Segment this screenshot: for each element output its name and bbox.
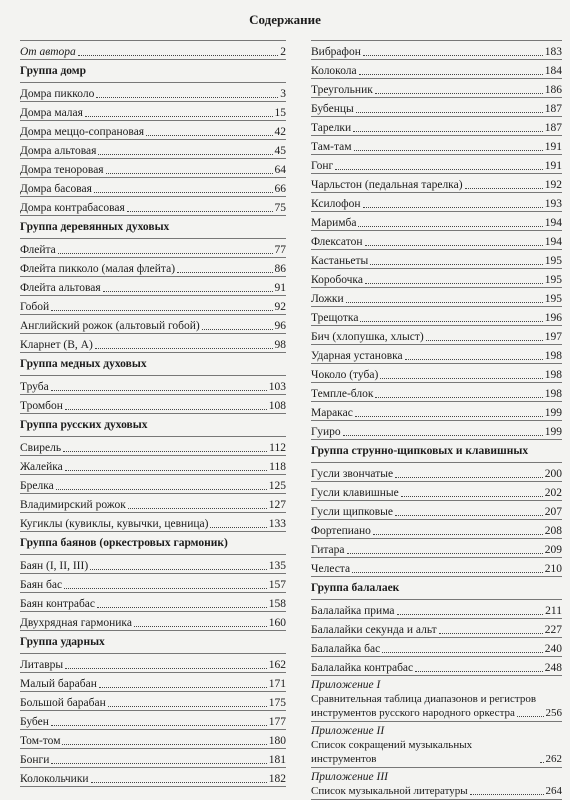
entry-page-number: 191 [544, 141, 562, 153]
dot-leader [65, 470, 267, 471]
entry-label: Флейта альтовая [20, 282, 101, 294]
entry-page-number: 64 [274, 164, 286, 176]
entry-label: Балалайка бас [311, 643, 381, 655]
toc-entry[interactable] [311, 619, 562, 638]
dot-leader [365, 245, 543, 246]
appendix-block [311, 678, 562, 722]
entry-page-number: 209 [544, 544, 562, 556]
entry-label: Челеста [311, 563, 351, 575]
entry-page-number: 127 [268, 499, 286, 511]
entry-label: Баян (I, II, III) [20, 560, 89, 572]
toc-entry[interactable] [311, 41, 562, 60]
toc-entry[interactable] [311, 326, 562, 345]
entry-label: Флейта [20, 244, 56, 256]
entry-label: Колокола [311, 65, 357, 77]
entry-page-number: 198 [544, 369, 562, 381]
dot-leader [106, 173, 273, 174]
appendix-line: Список сокращений музыкальных инструментов [311, 739, 473, 765]
toc-entry[interactable] [311, 364, 562, 383]
entry-page-number: 183 [544, 46, 562, 58]
entry-page-number: 192 [544, 179, 562, 191]
entry-page-number: 198 [544, 388, 562, 400]
entry-label: Фортепиано [311, 525, 371, 537]
toc-entry[interactable] [20, 41, 286, 60]
entry-page-number: 42 [274, 126, 286, 138]
left-column [20, 40, 286, 787]
dot-leader [58, 253, 273, 254]
toc-group [311, 444, 562, 577]
toc-entry[interactable] [311, 501, 562, 520]
entry-page-number: 207 [544, 506, 562, 518]
entry-label: Домра меццо-сопрановая [20, 126, 145, 138]
appendix-page-number: 264 [545, 785, 562, 797]
entry-page-number: 86 [274, 263, 286, 275]
entry-page-number: 133 [268, 518, 286, 530]
dot-leader [56, 489, 267, 490]
toc-entry[interactable] [311, 539, 562, 558]
dot-leader [375, 397, 542, 398]
entry-page-number: 199 [544, 426, 562, 438]
entry-page-number: 177 [268, 716, 286, 728]
toc-entry[interactable] [311, 558, 562, 577]
toc-entry[interactable] [20, 749, 286, 768]
dot-leader [358, 226, 542, 227]
toc-entry[interactable] [311, 98, 562, 117]
dot-leader [335, 169, 542, 170]
toc-entry[interactable] [20, 654, 286, 673]
entry-label: Домра контрабасовая [20, 202, 125, 214]
entry-page-number: 96 [274, 320, 286, 332]
toc-entry[interactable] [20, 376, 286, 395]
entry-label: Балалайки секунда и альт [311, 624, 437, 636]
entry-page-number: 195 [544, 255, 562, 267]
toc-entry[interactable] [311, 383, 562, 402]
entry-page-number: 162 [268, 659, 286, 671]
right-column [311, 40, 562, 800]
group-title: Группа баянов (оркестровых гармоник) [20, 537, 228, 549]
dot-leader [146, 135, 272, 136]
entry-label: Том-том [20, 735, 61, 747]
appendix-line: инструментов русского народного оркестра [311, 707, 515, 719]
toc-group [20, 64, 286, 216]
toc-entry[interactable] [311, 250, 562, 269]
entry-page-number: 187 [544, 103, 562, 115]
dot-leader [540, 762, 544, 763]
dot-leader [352, 572, 543, 573]
dot-leader [415, 671, 543, 672]
appendix-entry[interactable] [311, 738, 562, 768]
appendix-title: Приложение II [311, 725, 385, 737]
dot-leader [470, 794, 544, 795]
entry-page-number: 240 [544, 643, 562, 655]
entry-page-number: 98 [274, 339, 286, 351]
entry-label: Ксилофон [311, 198, 361, 210]
dot-leader [64, 588, 267, 589]
group-title: Группа русских духовых [20, 419, 148, 431]
toc-entry[interactable] [20, 475, 286, 494]
toc-entry[interactable] [20, 296, 286, 315]
dot-leader [401, 496, 543, 497]
entry-page-number: 211 [545, 605, 562, 617]
entry-label: Темпле-блок [311, 388, 374, 400]
dot-leader [134, 626, 267, 627]
group-title: Группа ударных [20, 636, 105, 648]
toc-entry[interactable] [20, 555, 286, 574]
dot-leader [98, 154, 272, 155]
toc-entry[interactable] [20, 121, 286, 140]
entry-page-number: 45 [274, 145, 286, 157]
dot-leader [78, 55, 278, 56]
entry-label: Бич (хлопушка, хлыст) [311, 331, 424, 343]
dot-leader [355, 416, 543, 417]
entry-label: От автора [20, 46, 76, 58]
dot-leader [91, 782, 267, 783]
toc-entry[interactable] [311, 269, 562, 288]
entry-label: Балалайка контрабас [311, 662, 414, 674]
toc-entry[interactable] [20, 83, 286, 102]
entry-label: Домра теноровая [20, 164, 104, 176]
toc-entry[interactable] [311, 307, 562, 326]
dot-leader [96, 97, 278, 98]
entry-label: Домра альтовая [20, 145, 97, 157]
entry-label: Флексатон [311, 236, 363, 248]
entry-label: Домра малая [20, 107, 83, 119]
toc-group [311, 581, 562, 676]
entry-label: Гитара [311, 544, 345, 556]
appendix-title: Приложение I [311, 679, 381, 691]
entry-page-number: 202 [544, 487, 562, 499]
toc-entry[interactable] [20, 456, 286, 475]
dot-leader [177, 272, 272, 273]
entry-label: Кугиклы (кувиклы, кувычки, цевница) [20, 518, 209, 530]
entry-label: Флейта пикколо (малая флейта) [20, 263, 176, 275]
page-title: Содержание [249, 12, 321, 27]
entry-page-number: 195 [544, 274, 562, 286]
toc-entry[interactable] [311, 345, 562, 364]
appendix-title: Приложение III [311, 771, 388, 783]
group-title: Группа домр [20, 65, 87, 77]
toc-entry[interactable] [311, 463, 562, 482]
toc-entry[interactable] [20, 239, 286, 258]
dot-leader [426, 340, 543, 341]
toc-entry[interactable] [20, 730, 286, 749]
toc-entry[interactable] [20, 437, 286, 456]
dot-leader [346, 302, 543, 303]
toc-entry[interactable] [311, 600, 562, 619]
dot-leader [103, 291, 273, 292]
entry-label: Бубенцы [311, 103, 354, 115]
entry-page-number: 103 [268, 381, 286, 393]
toc-group [20, 40, 286, 60]
toc-entry[interactable] [20, 159, 286, 178]
entry-label: Большой барабан [20, 697, 106, 709]
toc-entry[interactable] [20, 197, 286, 216]
entry-page-number: 227 [544, 624, 562, 636]
entry-page-number: 196 [544, 312, 562, 324]
entry-page-number: 175 [268, 697, 286, 709]
entry-label: Вибрафон [311, 46, 361, 58]
dot-leader [62, 744, 266, 745]
dot-leader [210, 527, 266, 528]
toc-entry[interactable] [20, 768, 286, 787]
entry-label: Гусли звончатые [311, 468, 394, 480]
toc-group [20, 357, 286, 414]
toc-entry[interactable] [311, 657, 562, 676]
entry-page-number: 160 [268, 617, 286, 629]
entry-page-number: 186 [544, 84, 562, 96]
entry-label: Домра пикколо [20, 88, 95, 100]
entry-page-number: 193 [544, 198, 562, 210]
entry-label: Ударная установка [311, 350, 403, 362]
entry-page-number: 198 [544, 350, 562, 362]
dot-leader [63, 451, 267, 452]
dot-leader [51, 390, 267, 391]
entry-label: Домра басовая [20, 183, 92, 195]
entry-label: Там-там [311, 141, 352, 153]
dot-leader [51, 763, 266, 764]
toc-entry[interactable] [311, 212, 562, 231]
dot-leader [363, 207, 543, 208]
entry-page-number: 118 [269, 461, 286, 473]
entry-label: Баян бас [20, 579, 63, 591]
entry-label: Кларнет (В, А) [20, 339, 93, 351]
dot-leader [51, 310, 272, 311]
entry-page-number: 184 [544, 65, 562, 77]
group-title: Группа балалаек [311, 582, 400, 594]
entry-page-number: 108 [268, 400, 286, 412]
dot-leader [51, 725, 267, 726]
entry-label: Балалайка прима [311, 605, 395, 617]
appendix-entry[interactable] [311, 784, 562, 800]
entry-page-number: 181 [268, 754, 286, 766]
toc-entry[interactable] [20, 277, 286, 296]
entry-label: Ложки [311, 293, 344, 305]
entry-label: Баян контрабас [20, 598, 96, 610]
entry-page-number: 171 [268, 678, 286, 690]
entry-page-number: 210 [544, 563, 562, 575]
dot-leader [375, 93, 543, 94]
toc-group [20, 635, 286, 787]
entry-page-number: 92 [274, 301, 286, 313]
appendix-line: Сравнительная таблица диапазонов и регистров [311, 693, 537, 705]
entry-label: Гуиро [311, 426, 341, 438]
toc-entry[interactable] [311, 60, 562, 79]
entry-label: Литавры [20, 659, 64, 671]
appendix-last-line [311, 738, 562, 766]
dot-leader [517, 716, 544, 717]
dot-leader [365, 283, 543, 284]
dot-leader [99, 687, 267, 688]
dot-leader [128, 508, 267, 509]
toc-entry[interactable] [311, 174, 562, 193]
dot-leader [363, 55, 543, 56]
entry-label: Двухрядная гармоника [20, 617, 132, 629]
toc-entry[interactable] [20, 494, 286, 513]
entry-label: Коробочка [311, 274, 363, 286]
toc-entry[interactable] [20, 102, 286, 121]
entry-page-number: 182 [268, 773, 286, 785]
toc-entry[interactable] [20, 574, 286, 593]
dot-leader [108, 706, 267, 707]
toc-entry[interactable] [311, 79, 562, 98]
entry-label: Бонги [20, 754, 50, 766]
entry-label: Маракас [311, 407, 353, 419]
entry-page-number: 91 [274, 282, 286, 294]
group-title: Группа деревянных духовых [20, 221, 170, 233]
entry-page-number: 200 [544, 468, 562, 480]
toc-entry[interactable] [311, 638, 562, 657]
appendix-last-line [311, 706, 562, 720]
entry-label: Гобой [20, 301, 50, 313]
toc-entry[interactable] [311, 136, 562, 155]
toc-entry[interactable] [20, 178, 286, 197]
dot-leader [94, 192, 273, 193]
entry-label: Гонг [311, 160, 334, 172]
dot-leader [382, 652, 543, 653]
entry-page-number: 194 [544, 217, 562, 229]
entry-label: Малый барабан [20, 678, 97, 690]
entry-label: Тарелки [311, 122, 352, 134]
entry-page-number: 3 [280, 88, 286, 100]
dot-leader [397, 614, 544, 615]
entry-page-number: 15 [274, 107, 286, 119]
dot-leader [380, 378, 542, 379]
entry-page-number: 199 [544, 407, 562, 419]
entry-label: Владимирский рожок [20, 499, 126, 511]
entry-page-number: 187 [544, 122, 562, 134]
entry-page-number: 135 [268, 560, 286, 572]
dot-leader [359, 74, 543, 75]
toc-group [20, 418, 286, 532]
group-title: Группа медных духовых [20, 358, 147, 370]
toc-entry[interactable] [20, 140, 286, 159]
dot-leader [65, 409, 267, 410]
entry-label: Колокольчики [20, 773, 89, 785]
entry-page-number: 77 [274, 244, 286, 256]
entry-label: Гусли щипковые [311, 506, 394, 518]
dot-leader [395, 515, 543, 516]
entry-label: Английский рожок (альтовый гобой) [20, 320, 200, 332]
entry-label: Трещотка [311, 312, 359, 324]
appendix-line: Список музыкальной литературы [311, 785, 468, 797]
dot-leader [202, 329, 273, 330]
dot-leader [353, 131, 543, 132]
entry-label: Труба [20, 381, 49, 393]
entry-page-number: 248 [544, 662, 562, 674]
appendices [311, 678, 562, 800]
dot-leader [347, 553, 543, 554]
toc-entry[interactable] [311, 193, 562, 212]
entry-page-number: 125 [268, 480, 286, 492]
appendix-page-number: 262 [545, 753, 562, 765]
dot-leader [85, 116, 273, 117]
toc-entry[interactable] [311, 288, 562, 307]
toc-entry[interactable] [311, 231, 562, 250]
toc-entry[interactable] [20, 612, 286, 631]
toc-entry[interactable] [20, 711, 286, 730]
toc-entry[interactable] [20, 258, 286, 277]
toc-entry[interactable] [20, 513, 286, 532]
toc-group [20, 536, 286, 631]
entry-label: Треугольник [311, 84, 373, 96]
dot-leader [356, 112, 543, 113]
dot-leader [360, 321, 542, 322]
toc-entry[interactable] [20, 334, 286, 353]
toc-entry[interactable] [311, 117, 562, 136]
entry-label: Тромбон [20, 400, 63, 412]
entry-page-number: 208 [544, 525, 562, 537]
appendix-page-number: 256 [545, 707, 562, 719]
entry-page-number: 66 [274, 183, 286, 195]
toc-entry[interactable] [311, 421, 562, 440]
entry-page-number: 195 [544, 293, 562, 305]
dot-leader [97, 607, 267, 608]
entry-page-number: 112 [269, 442, 286, 454]
dot-leader [465, 188, 543, 189]
entry-page-number: 191 [544, 160, 562, 172]
dot-leader [127, 211, 273, 212]
toc-entry[interactable] [20, 673, 286, 692]
entry-label: Чоколо (туба) [311, 369, 379, 381]
entry-label: Маримба [311, 217, 357, 229]
dot-leader [373, 534, 543, 535]
entry-label: Свирель [20, 442, 62, 454]
dot-leader [354, 150, 543, 151]
entry-label: Жалейка [20, 461, 63, 473]
toc-entry[interactable] [20, 692, 286, 711]
dot-leader [65, 668, 267, 669]
dot-leader [395, 477, 543, 478]
toc-entry[interactable] [311, 482, 562, 501]
group-title: Группа струнно-щипковых и клавишных [311, 445, 529, 457]
toc-entry[interactable] [311, 402, 562, 421]
entry-page-number: 157 [268, 579, 286, 591]
dot-leader [95, 348, 273, 349]
entry-page-number: 2 [280, 46, 286, 58]
toc-entry[interactable] [20, 593, 286, 612]
entry-label: Гусли клавишные [311, 487, 399, 499]
dot-leader [405, 359, 543, 360]
entry-page-number: 197 [544, 331, 562, 343]
appendix-block [311, 770, 562, 800]
toc-group [20, 220, 286, 353]
entry-label: Брелка [20, 480, 54, 492]
entry-page-number: 194 [544, 236, 562, 248]
toc-group [311, 40, 562, 440]
dot-leader [343, 435, 543, 436]
dot-leader [370, 264, 542, 265]
entry-page-number: 75 [274, 202, 286, 214]
appendix-entry[interactable] [311, 692, 562, 722]
dot-leader [90, 569, 267, 570]
entry-label: Кастаньеты [311, 255, 369, 267]
toc-entry[interactable] [20, 315, 286, 334]
toc-entry[interactable] [20, 395, 286, 414]
appendix-block [311, 724, 562, 768]
toc-entry[interactable] [311, 520, 562, 539]
entry-label: Чарльстон (педальная тарелка) [311, 179, 463, 191]
right-groups [311, 40, 562, 676]
appendix-last-line [311, 784, 562, 798]
entry-label: Бубен [20, 716, 49, 728]
toc-entry[interactable] [311, 155, 562, 174]
entry-page-number: 180 [268, 735, 286, 747]
entry-page-number: 158 [268, 598, 286, 610]
dot-leader [439, 633, 543, 634]
